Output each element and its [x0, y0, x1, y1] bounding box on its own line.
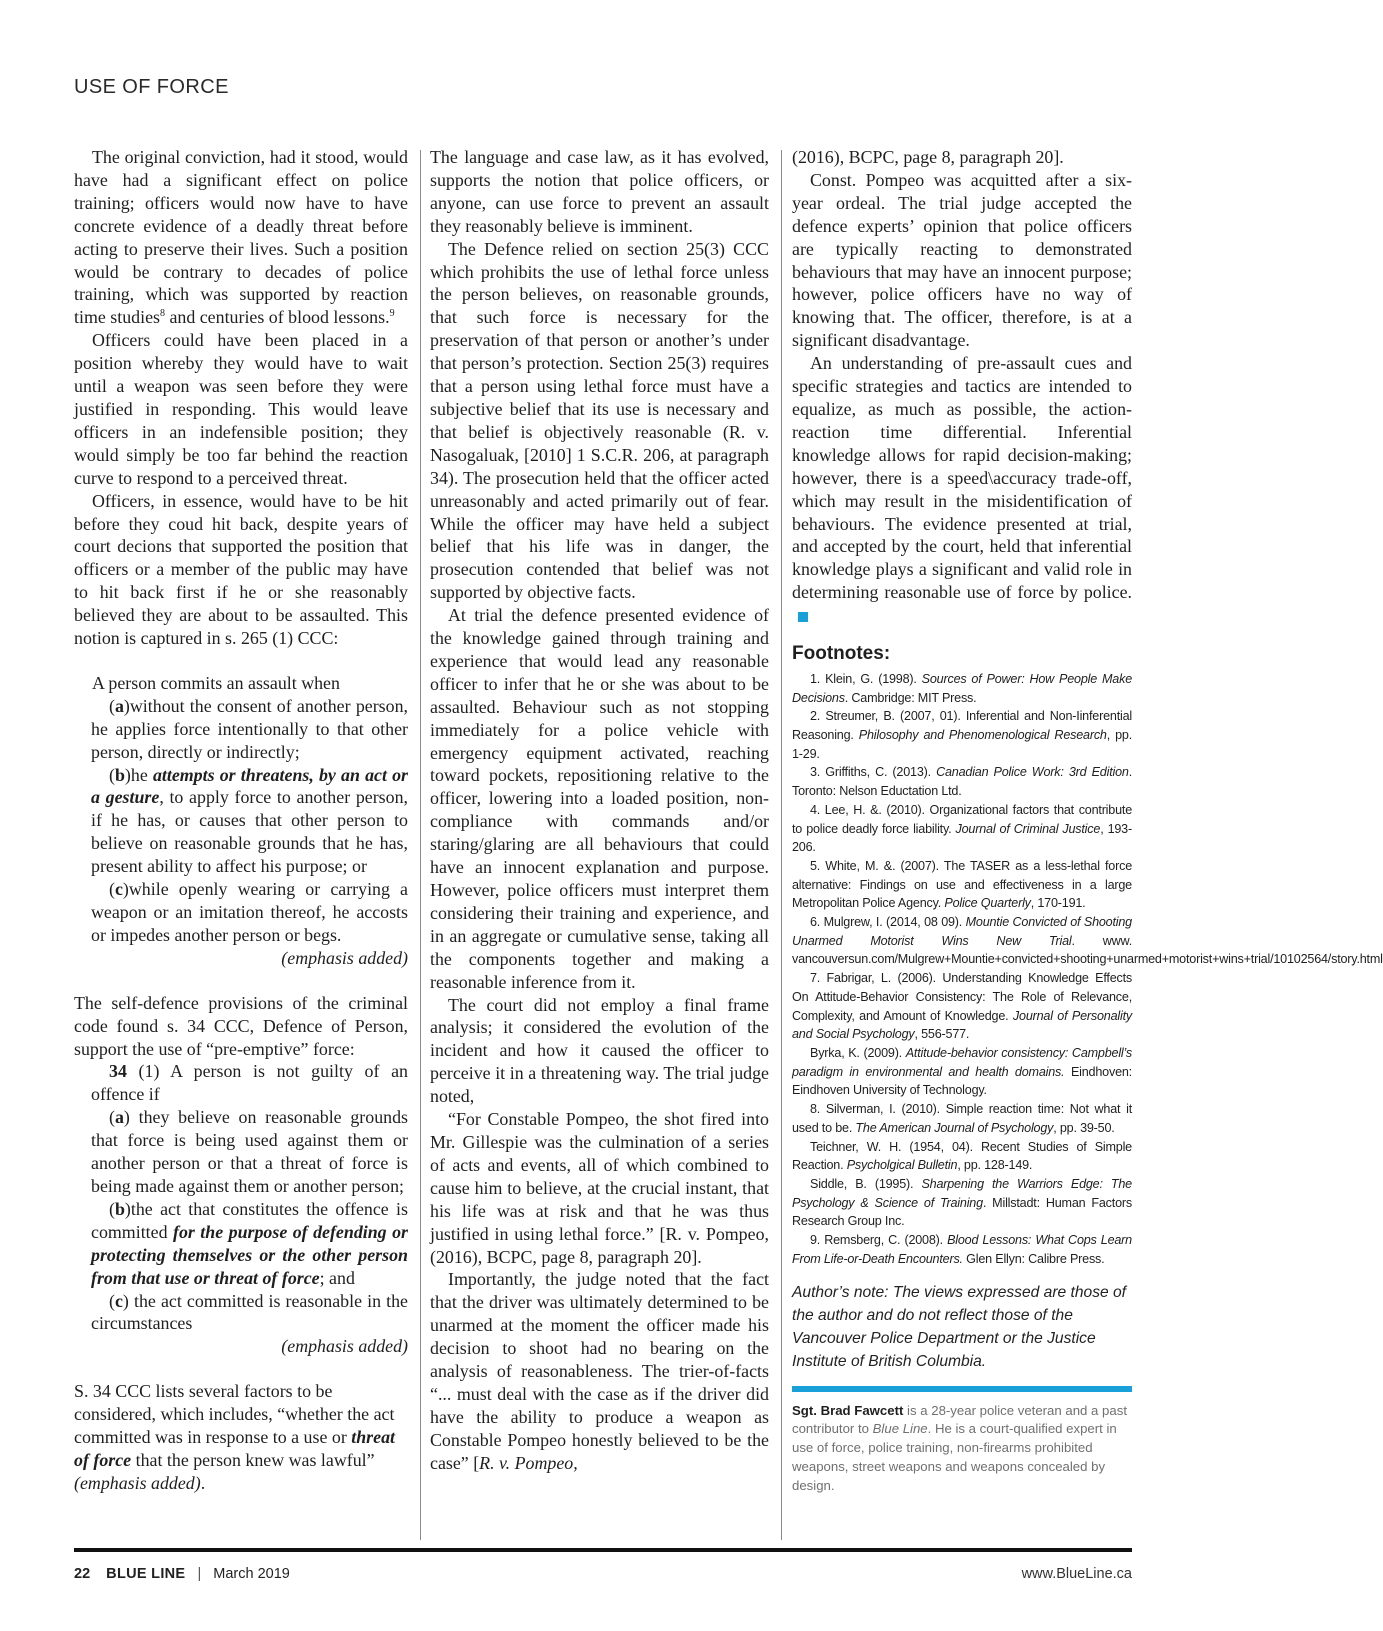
paragraph: At trial the defence presented evidence of the knowledge gained through training and experience that would lead any reasonable officer to infer that he or she was about to be assaulted. Behaviour such as not stopping immediately for a police vehicle with emergency equipment activated, reaching toward pockets, repositioning relative to the officer, lowering into a loaded position, non-compliance with commands and/or staring/glaring are all behaviours that could have an innocent explanation and purpose. However, police officers must interpret them considering their training and experience, and in an aggregate or cumulative sense, taking all the components together and making a reasonable inference from it.	[430, 605, 769, 992]
paragraph: The Defence relied on section 25(3) CCC which prohibits the use of lethal force unless the person believes, on reasonable grounds, that such force is necessary for the preservation of that person or another’s under that person’s protection. Section 25(3) requires that a person using lethal force must have a subjective belief that its use is necessary and that belief is objectively reasonable (R. v. Nasogaluak, [2010] 1 S.C.R. 206, at paragraph 34). The prosecution held that the officer acted unreasonably and acted primarily out of fear. While the officer may have held a subject belief that his life was in danger, the prosecution contended that belief was not supported by objective facts.	[430, 238, 769, 603]
paragraph: Const. Pompeo was acquitted after a six-year ordeal. The trial judge accepted the defence experts’ opinion that police officers are typically reacting to demonstrated behaviours that may have an innocent purpose; however, police officers have no way of knowing that. The officer, therefore, is at a significant disadvantage.	[792, 169, 1132, 351]
footnote-item: Teichner, W. H. (1954, 04). Recent Studies of Simple Reaction. Psycholgical Bulletin, pp. 128-149.	[792, 1139, 1132, 1173]
end-of-article-square-icon	[798, 612, 808, 622]
accent-bar	[792, 1386, 1132, 1392]
footer-rule	[74, 1548, 1132, 1552]
paragraph: S. 34 CCC lists several factors to be considered, which includes, “whether the act committed was in response to a use or threat of force that the person knew was lawful” (emphasis added).	[74, 1381, 395, 1493]
footnote-item: 2. Streumer, B. (2007, 01). Inferential and Non-Iinferential Reasoning. Philosophy and Phenomenological Research, pp. 1-29.	[792, 709, 1132, 761]
quote-item: (c)while openly wearing or carrying a weapon or an imitation thereof, he accosts or impedes another person or begs.	[91, 879, 408, 945]
quote-item: (a)without the consent of another person, he applies force intentionally to that other person, directly or indirectly;	[91, 695, 408, 762]
footer-separator: |	[197, 1566, 202, 1582]
quote-item: (b)the act that constitutes the offence is committed for the purpose of defending or protecting themselves or the other person from that use or threat of force; and	[91, 1198, 408, 1288]
paragraph: The self-defence provisions of the criminal code found s. 34 CCC, Defence of Person, support the use of “pre-emptive” force:	[74, 992, 408, 1059]
magazine-name: BLUE LINE	[106, 1566, 186, 1582]
paragraph: “For Constable Pompeo, the shot fired into Mr. Gillespie was the culmination of a series of acts and events, all of which combined to cause him to believe, at the crucial instant, that his life was at risk and that he was thus justified in using lethal force.” [R. v. Pompeo, (2016), BCPC, page 8, paragraph 20].	[430, 1109, 769, 1267]
footnote-item: 9. Remsberg, C. (2008). Blood Lessons: What Cops Learn From Life-or-Death Encounters. Glen Ellyn: Calibre Press.	[792, 1233, 1132, 1266]
quote-item: (a) they believe on reasonable grounds that force is being used against them or another person or that a threat of force is being made against them or another person;	[91, 1107, 408, 1196]
emphasis-note: (emphasis added)	[281, 947, 408, 968]
paragraph: (2016), BCPC, page 8, paragraph 20].	[792, 147, 1064, 167]
author-note: Author’s note: The views expressed are those of the author and do not reflect those of the Vancouver Police Department or the Justice Institute of British Columbia.	[792, 1284, 1127, 1370]
issue-date: March 2019	[213, 1566, 290, 1582]
footnote-item: 8. Silverman, I. (2010). Simple reaction time: Not what it used to be. The American Journal of Psychology, pp. 39-50.	[792, 1102, 1132, 1135]
statute-quote-265	[74, 672, 408, 970]
footnote-item: Byrka, K. (2009). Attitude-behavior consistency: Campbell’s paradigm in environmental and health domains. Eindhoven: Eindhoven University of Technology.	[792, 1046, 1132, 1098]
column-2	[430, 146, 769, 1475]
paragraph: Officers could have been placed in a position whereby they would have to wait until a weapon was seen before they were justified in responding. This would leave officers in an indefensible position; they would simply be too far behind the reaction curve to respond to a perceived threat.	[74, 330, 408, 488]
page-footer	[74, 1566, 1132, 1582]
author-bio: Sgt. Brad Fawcett is a 28-year police veteran and a past contributor to Blue Line. He is a court-qualified expert in use of force, police training, non-firearms prohibited weapons, street weapons and weapons concealed by design.	[792, 1402, 1127, 1493]
paragraph: The court did not employ a final frame analysis; it considered the evolution of the incident and how it caused the officer to perceive it in a threatening way. The trial judge noted,	[430, 994, 769, 1107]
page-number: 22	[74, 1566, 91, 1582]
quote-item: (b)he attempts or threatens, by an act or a gesture, to apply force to another person, if he has, or causes that other person to believe on reasonable grounds that he has, present ability to affect his purpose; or	[91, 764, 409, 877]
quote-intro: 34 (1) A person is not guilty of an offence if	[91, 1061, 408, 1105]
emphasis-note: (emphasis added)	[281, 1336, 408, 1357]
section-label: USE OF FORCE	[74, 76, 229, 98]
paragraph: Officers, in essence, would have to be hit before they coud hit back, despite years of court decions that supported the position that officers or a member of the public may have to hit back first if he or she reasonably believed they are about to be assaulted. This notion is captured in s. 265 (1) CCC:	[74, 490, 408, 649]
column-divider	[420, 150, 421, 1540]
quote-intro: A person commits an assault when	[92, 672, 340, 693]
paragraph: The original conviction, had it stood, would have had a significant effect on police training; officers would now have to have concrete evidence of a deadly threat before acting to preserve their lives. Such a position would be contrary to decades of police training, which was supported by reaction time studies$^8$ and centuries of blood lessons.$^9$	[74, 147, 408, 328]
column-divider	[781, 150, 782, 1540]
paragraph: The language and case law, as it has evolved, supports the notion that police officers, or anyone, can use force to prevent an assault they reasonably believe is imminent.	[430, 147, 769, 236]
column-3	[792, 146, 1383, 1496]
footnotes-list	[792, 670, 1383, 1269]
website-link[interactable]: www.BlueLine.ca	[1021, 1566, 1132, 1582]
footnote-item: 5. White, M. &. (2007). The TASER as a less-lethal force alternative: Findings on use and effectiveness in a large Metropolitan Police Agency. Police Quarterly, 170-191.	[792, 858, 1132, 911]
paragraph: An understanding of pre-assault cues and specific strategies and tactics are intended to equalize, as much as possible, the action-reaction time differential. Inferential knowledge allows for rapid decision-making; however, there is a speed\accuracy trade-off, which may result in the misidentification of behaviours. The evidence presented at trial, and accepted by the court, held that inferential knowledge plays a significant and valid role in determining reasonable use of force by police.	[792, 352, 1132, 627]
column-1	[74, 146, 408, 1495]
statute-quote-34	[74, 1060, 408, 1358]
footnote-item: 1. Klein, G. (1998). Sources of Power: How People Make Decisions. Cambridge: MIT Press.	[792, 671, 1133, 705]
paragraph: Importantly, the judge noted that the fact that the driver was ultimately determined to be unarmed at the moment the officer made his decision to shoot had no bearing on the analysis of reasonableness. The trier-of-facts “... must deal with the case as if the driver did have the ability to produce a weapon as Constable Pompeo honestly believed to be the case” [R. v. Pompeo,	[430, 1269, 769, 1473]
quote-item: (c) the act committed is reasonable in the circumstances	[91, 1290, 408, 1334]
footnote-item: 6. Mulgrew, I. (2014, 08 09). Mountie Convicted of Shooting Unarmed Motorist Wins New Trial. www. vancouversun.com/Mulgrew+Mountie+convicted+shooting+unarmed+motorist+wins+trial/10102564/story.html	[792, 915, 1383, 967]
footnote-item: Siddle, B. (1995). Sharpening the Warriors Edge: The Psychology & Science of Training. Millstadt: Human Factors Research Group Inc.	[792, 1176, 1132, 1229]
footnote-item: 4. Lee, H. &. (2010). Organizational factors that contribute to police deadly force liability. Journal of Criminal Justice, 193-206.	[792, 802, 1132, 855]
footnote-item: 3. Griffiths, C. (2013). Canadian Police Work: 3rd Edition. Toronto: Nelson Eductation Ltd.	[792, 765, 1133, 799]
footnote-item: 7. Fabrigar, L. (2006). Understanding Knowledge Effects On Attitude-Behavior Consistency: The Role of Relevance, Complexity, and Amount of Knowledge. Journal of Personality and Social Psychology, 556-577.	[792, 971, 1132, 1042]
footnotes-title: Footnotes:	[792, 643, 891, 665]
